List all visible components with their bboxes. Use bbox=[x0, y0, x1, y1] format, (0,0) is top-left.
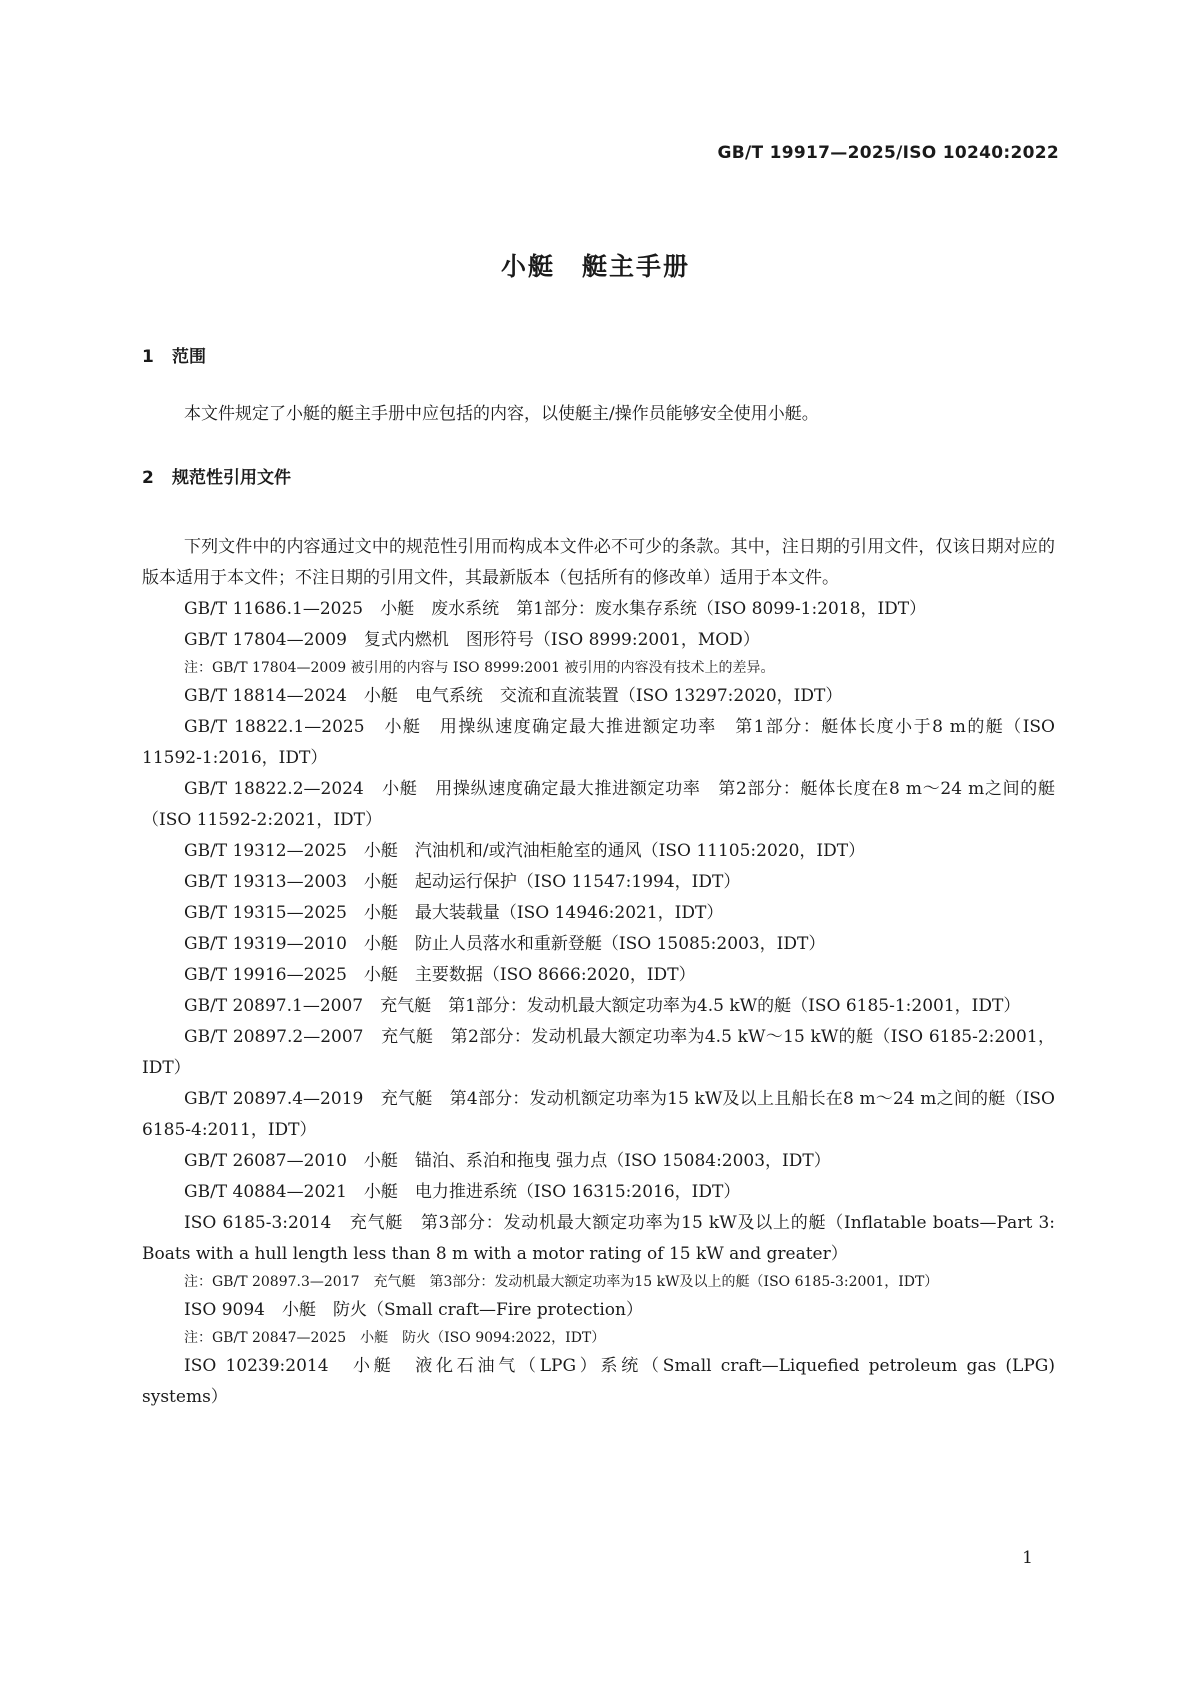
section-number: 2 bbox=[142, 468, 154, 488]
note-text: GB/T 20847—2025 小艇 防火（ISO 9094:2022，IDT） bbox=[212, 1330, 606, 1346]
note-text: GB/T 20897.3—2017 充气艇 第3部分：发动机最大额定功率为15 kW及以上的艇（ISO 6185-3:2001，IDT） bbox=[212, 1274, 939, 1290]
reference-item: GB/T 11686.1—2025 小艇 废水系统 第1部分：废水集存系统（ISO 8099-1:2018，IDT） bbox=[184, 599, 927, 619]
note-label: 注： bbox=[184, 660, 212, 676]
note bbox=[142, 1270, 1055, 1295]
reference-item: GB/T 26087—2010 小艇 锚泊、系泊和拖曳 强力点（ISO 15084:2003，IDT） bbox=[184, 1151, 831, 1171]
document-title: 小艇 艇主手册 bbox=[500, 252, 690, 281]
reference-item: GB/T 19319—2010 小艇 防止人员落水和重新登艇（ISO 15085:2003，IDT） bbox=[184, 934, 826, 954]
reference-item: ISO 6185-3:2014 充气艇 第3部分：发动机最大额定功率为15 kW及以上的艇（Inflatable boats—Part 3: Boats with a hull length less than 8 m with a motor rating of 15 kW and greater） bbox=[142, 1213, 1055, 1264]
reference-item: GB/T 19315—2025 小艇 最大装载量（ISO 14946:2021，IDT） bbox=[184, 903, 724, 923]
page-number: 1 bbox=[1022, 1548, 1033, 1568]
reference-item: GB/T 18814—2024 小艇 电气系统 交流和直流装置（ISO 13297:2020，IDT） bbox=[184, 686, 843, 706]
document-body bbox=[142, 345, 1055, 1413]
section-title: 范围 bbox=[172, 347, 206, 367]
reference-item: GB/T 17804—2009 复式内燃机 图形符号（ISO 8999:2001，MOD） bbox=[184, 630, 760, 650]
normative-intro-paragraph: 下列文件中的内容通过文中的规范性引用而构成本文件必不可少的条款。其中，注日期的引用文件，仅该日期对应的版本适用于本文件；不注日期的引用文件，其最新版本（包括所有的修改单）适用于本文件。 bbox=[142, 537, 1055, 588]
section-heading-normative-references bbox=[142, 466, 1055, 490]
note-text: GB/T 17804—2009 被引用的内容与 ISO 8999:2001 被引用的内容没有技术上的差异。 bbox=[212, 660, 775, 676]
reference-item: GB/T 18822.1—2025 小艇 用操纵速度确定最大推进额定功率 第1部分：艇体长度小于8 m的艇（ISO 11592-1:2016，IDT） bbox=[142, 717, 1055, 768]
standard-number: GB/T 19917—2025/ISO 10240:2022 bbox=[717, 143, 1059, 163]
note bbox=[142, 656, 1055, 681]
reference-item: GB/T 19313—2003 小艇 起动运行保护（ISO 11547:1994，IDT） bbox=[184, 872, 741, 892]
reference-item: GB/T 20897.4—2019 充气艇 第4部分：发动机额定功率为15 kW及以上且船长在8 m～24 m之间的艇（ISO 6185-4:2011，IDT） bbox=[142, 1089, 1055, 1140]
section-number: 1 bbox=[142, 347, 154, 367]
scope-paragraph: 本文件规定了小艇的艇主手册中应包括的内容，以使艇主/操作员能够安全使用小艇。 bbox=[184, 404, 819, 424]
reference-item: ISO 9094 小艇 防火（Small craft—Fire protection） bbox=[184, 1300, 643, 1320]
section-title: 规范性引用文件 bbox=[172, 468, 291, 488]
section-heading-scope bbox=[142, 345, 1055, 369]
reference-item: GB/T 40884—2021 小艇 电力推进系统（ISO 16315:2016，IDT） bbox=[184, 1182, 741, 1202]
reference-item: GB/T 18822.2—2024 小艇 用操纵速度确定最大推进额定功率 第2部分：艇体长度在8 m～24 m之间的艇（ISO 11592-2:2021，IDT） bbox=[142, 779, 1055, 830]
reference-item: ISO 10239:2014 小艇 液化石油气（LPG）系统（Small craft—Liquefied petroleum gas (LPG) systems） bbox=[142, 1356, 1055, 1407]
reference-item: GB/T 20897.2—2007 充气艇 第2部分：发动机最大额定功率为4.5 kW～15 kW的艇（ISO 6185-2:2001，IDT） bbox=[142, 1027, 1055, 1078]
note bbox=[142, 1326, 1055, 1351]
reference-item: GB/T 19916—2025 小艇 主要数据（ISO 8666:2020，IDT） bbox=[184, 965, 696, 985]
note-label: 注： bbox=[184, 1274, 212, 1290]
note-label: 注： bbox=[184, 1330, 212, 1346]
reference-item: GB/T 20897.1—2007 充气艇 第1部分：发动机最大额定功率为4.5 kW的艇（ISO 6185-1:2001，IDT） bbox=[184, 996, 1021, 1016]
reference-item: GB/T 19312—2025 小艇 汽油机和/或汽油柜舱室的通风（ISO 11105:2020，IDT） bbox=[184, 841, 866, 861]
